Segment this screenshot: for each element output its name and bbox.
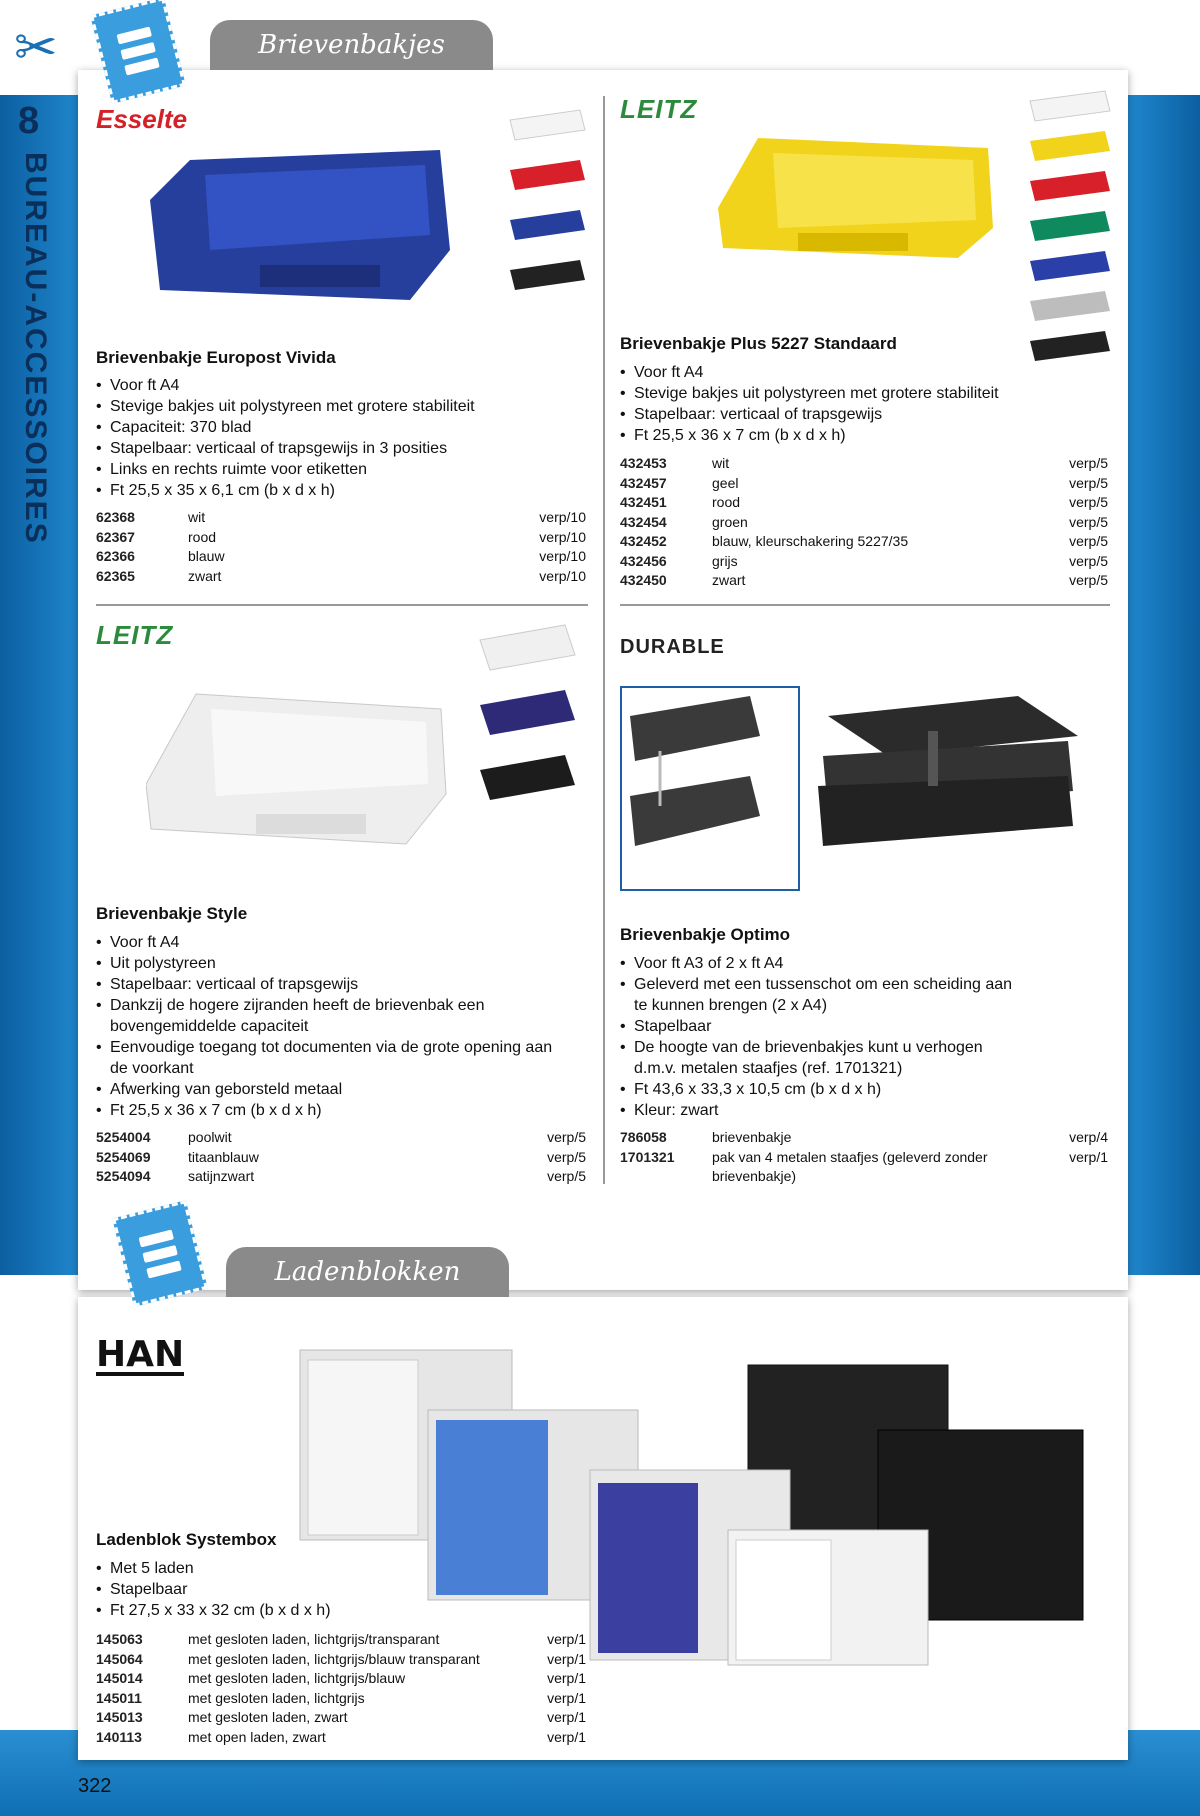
durable-logo: DURABLE bbox=[620, 636, 725, 658]
article-pack: verp/5 bbox=[547, 1168, 586, 1184]
article-desc: met gesloten laden, lichtgrijs/transparant bbox=[188, 1631, 440, 1647]
article-code: 5254094 bbox=[96, 1168, 151, 1184]
table-row bbox=[620, 474, 1108, 494]
feature-list bbox=[620, 953, 1020, 1121]
feature-item: • De hoogte van de brievenbakjes kunt u verhogen d.m.v. metalen staafjes (ref. 1701321) bbox=[620, 1037, 1020, 1079]
feature-list bbox=[96, 932, 566, 1121]
article-desc: geel bbox=[712, 474, 739, 491]
swatch-black bbox=[510, 260, 585, 290]
feature-item: • Ft 43,6 x 33,3 x 10,5 cm (b x d x h) bbox=[620, 1079, 1020, 1100]
feature-item: • Links en rechts ruimte voor etiketten bbox=[96, 459, 576, 480]
article-pack: verp/10 bbox=[539, 567, 586, 584]
feature-item: • Stapelbaar bbox=[620, 1016, 1020, 1037]
table-row bbox=[96, 1708, 586, 1728]
product-title: Brievenbakje Optimo bbox=[620, 925, 791, 944]
feature-item: • Voor ft A4 bbox=[96, 375, 576, 396]
article-pack: verp/5 bbox=[1069, 474, 1108, 491]
feature-item: • Voor ft A4 bbox=[620, 362, 1020, 383]
article-table bbox=[96, 1128, 586, 1187]
article-pack: verp/10 bbox=[539, 528, 586, 545]
scissors-icon: ✂ bbox=[14, 19, 58, 77]
article-code: 432456 bbox=[620, 552, 667, 569]
feature-item: • Stapelbaar: verticaal of trapsgewijs bbox=[96, 974, 566, 995]
feature-item: • Stevige bakjes uit polystyreen met grotere stabiliteit bbox=[96, 396, 576, 417]
article-pack: verp/10 bbox=[539, 548, 586, 564]
article-code: 62365 bbox=[96, 567, 135, 584]
article-code: 62366 bbox=[96, 548, 135, 564]
product-title: Brievenbakje Plus 5227 Standaard bbox=[620, 334, 897, 353]
table-row bbox=[96, 1148, 586, 1168]
tray-color-swatches bbox=[475, 620, 585, 810]
feature-item: • Stevige bakjes uit polystyreen met grotere stabiliteit bbox=[620, 383, 1020, 404]
feature-item: • Stapelbaar: verticaal of trapsgewijs in 3 posities bbox=[96, 438, 576, 459]
leitz-logo: LEITZ bbox=[620, 94, 698, 124]
article-code: 62368 bbox=[96, 509, 135, 525]
article-desc: met gesloten laden, lichtgrijs/blauw transparant bbox=[188, 1650, 480, 1667]
article-pack: verp/10 bbox=[539, 509, 586, 525]
optimo-detail-image bbox=[620, 686, 800, 891]
article-desc: met gesloten laden, lichtgrijs/blauw bbox=[188, 1670, 406, 1686]
han-logo: HAN bbox=[96, 1334, 185, 1375]
article-desc: poolwit bbox=[188, 1129, 232, 1145]
feature-item: • Capaciteit: 370 blad bbox=[96, 417, 576, 438]
article-desc: rood bbox=[712, 494, 741, 510]
unit-lightgrey bbox=[728, 1530, 928, 1665]
article-code: 145011 bbox=[96, 1689, 142, 1706]
article-code: 786058 bbox=[620, 1129, 667, 1145]
article-pack: verp/4 bbox=[1069, 1129, 1108, 1145]
table-row bbox=[620, 1148, 1108, 1187]
article-table bbox=[620, 454, 1108, 591]
article-pack: verp/5 bbox=[1069, 455, 1108, 471]
article-code: 1701321 bbox=[620, 1148, 675, 1165]
article-pack: verp/5 bbox=[1069, 533, 1108, 549]
article-pack: verp/1 bbox=[547, 1631, 586, 1647]
article-pack: verp/1 bbox=[547, 1709, 586, 1725]
article-desc: pak van 4 metalen staafjes (geleverd zonder brievenbakje) bbox=[712, 1148, 988, 1184]
swatch-red bbox=[510, 160, 585, 190]
yellow-letter-tray-image bbox=[718, 128, 998, 263]
feature-item: • Stapelbaar: verticaal of trapsgewijs bbox=[620, 404, 1020, 425]
article-desc: met open laden, zwart bbox=[188, 1728, 326, 1745]
table-row bbox=[96, 547, 586, 567]
esselte-logo: Esselte bbox=[96, 104, 188, 134]
article-table bbox=[96, 508, 586, 586]
row-divider bbox=[96, 604, 588, 606]
product-title: Ladenblok Systembox bbox=[96, 1530, 277, 1549]
article-desc: met gesloten laden, zwart bbox=[188, 1709, 348, 1725]
swatch-white bbox=[510, 110, 585, 140]
tray-color-swatches bbox=[1025, 86, 1115, 386]
article-code: 145064 bbox=[96, 1650, 143, 1667]
article-code: 432457 bbox=[620, 474, 667, 491]
row-divider bbox=[620, 604, 1110, 606]
article-table bbox=[96, 1630, 586, 1747]
table-row bbox=[96, 567, 586, 587]
feature-item: • Stapelbaar bbox=[96, 1579, 396, 1600]
article-code: 432453 bbox=[620, 455, 667, 471]
feature-item: • Geleverd met een tussenschot om een scheiding aan te kunnen brengen (2 x A4) bbox=[620, 974, 1020, 1016]
feature-item: • Dankzij de hogere zijranden heeft de brievenbak een bovengemiddelde capaciteit bbox=[96, 995, 566, 1037]
column-divider bbox=[603, 96, 605, 1184]
table-row bbox=[96, 1728, 586, 1748]
article-pack: verp/5 bbox=[1069, 572, 1108, 588]
feature-list bbox=[96, 1558, 396, 1621]
article-code: 5254069 bbox=[96, 1148, 151, 1165]
article-pack: verp/1 bbox=[547, 1670, 586, 1686]
article-code: 432454 bbox=[620, 513, 667, 530]
section-number: 8 bbox=[18, 100, 40, 142]
right-blue-strip bbox=[1130, 95, 1200, 1275]
article-code: 432450 bbox=[620, 572, 667, 588]
page-number: 322 bbox=[78, 1775, 112, 1797]
article-desc: grijs bbox=[712, 552, 738, 569]
article-code: 140113 bbox=[96, 1728, 142, 1745]
table-row bbox=[96, 1689, 586, 1709]
feature-item: • Ft 27,5 x 33 x 32 cm (b x d x h) bbox=[96, 1600, 396, 1621]
white-letter-tray-image bbox=[146, 684, 451, 849]
feature-item: • Voor ft A3 of 2 x ft A4 bbox=[620, 953, 1020, 974]
table-row bbox=[96, 1630, 586, 1650]
article-code: 5254004 bbox=[96, 1129, 151, 1145]
article-code: 432451 bbox=[620, 494, 667, 510]
tab-brievenbakjes: Brievenbakjes bbox=[210, 20, 493, 70]
article-desc: wit bbox=[712, 455, 730, 471]
systembox-drawer-units-image bbox=[298, 1335, 1088, 1670]
article-desc: met gesloten laden, lichtgrijs bbox=[188, 1689, 365, 1706]
article-code: 145013 bbox=[96, 1709, 143, 1725]
optimo-stacked-trays-image bbox=[818, 696, 1080, 846]
feature-list bbox=[96, 375, 576, 501]
article-desc: wit bbox=[188, 509, 206, 525]
feature-item: • Met 5 laden bbox=[96, 1558, 396, 1579]
article-desc: titaanblauw bbox=[188, 1148, 259, 1165]
article-code: 62367 bbox=[96, 528, 135, 545]
feature-item: • Ft 25,5 x 36 x 7 cm (b x d x h) bbox=[620, 425, 1020, 446]
article-desc: blauw bbox=[188, 548, 225, 564]
table-row bbox=[620, 454, 1108, 474]
article-desc: groen bbox=[712, 513, 748, 530]
table-row bbox=[620, 513, 1108, 533]
article-pack: verp/1 bbox=[547, 1689, 586, 1706]
article-pack: verp/5 bbox=[547, 1129, 586, 1145]
article-pack: verp/5 bbox=[547, 1148, 586, 1165]
table-row bbox=[96, 1669, 586, 1689]
article-desc: zwart bbox=[712, 572, 746, 588]
feature-item: • Ft 25,5 x 36 x 7 cm (b x d x h) bbox=[96, 1100, 566, 1121]
feature-item: • Voor ft A4 bbox=[96, 932, 566, 953]
article-desc: blauw, kleurschakering 5227/35 bbox=[712, 533, 909, 549]
table-row bbox=[96, 508, 586, 528]
article-desc: brievenbakje bbox=[712, 1129, 792, 1145]
leitz-logo: LEITZ bbox=[96, 620, 174, 650]
tray-color-swatches bbox=[500, 100, 590, 310]
table-row bbox=[96, 1650, 586, 1670]
table-row bbox=[96, 1167, 586, 1187]
table-row bbox=[620, 493, 1108, 513]
article-pack: verp/5 bbox=[1069, 552, 1108, 569]
article-desc: rood bbox=[188, 528, 217, 545]
article-pack: verp/1 bbox=[1069, 1148, 1108, 1165]
feature-item: • Eenvoudige toegang tot documenten via de grote opening aan de voorkant bbox=[96, 1037, 566, 1079]
product-title: Brievenbakje Style bbox=[96, 904, 248, 923]
article-code: 145014 bbox=[96, 1670, 143, 1686]
table-row bbox=[620, 532, 1108, 552]
feature-item: • Uit polystyreen bbox=[96, 953, 566, 974]
table-row bbox=[96, 1128, 586, 1148]
article-table bbox=[620, 1128, 1108, 1187]
section-label: BUREAU-ACCESSOIRES bbox=[19, 152, 52, 545]
feature-item: • Ft 25,5 x 35 x 6,1 cm (b x d x h) bbox=[96, 480, 576, 501]
table-row bbox=[620, 552, 1108, 572]
article-code: 145063 bbox=[96, 1631, 143, 1647]
article-desc: zwart bbox=[188, 567, 222, 584]
tab-ladenblokken: Ladenblokken bbox=[226, 1247, 509, 1297]
blue-letter-tray-image bbox=[150, 140, 460, 300]
feature-item: • Kleur: zwart bbox=[620, 1100, 1020, 1121]
feature-list bbox=[620, 362, 1020, 446]
article-desc: satijnzwart bbox=[188, 1168, 255, 1184]
article-pack: verp/5 bbox=[1069, 513, 1108, 530]
swatch-blue bbox=[510, 210, 585, 240]
article-pack: verp/1 bbox=[547, 1650, 586, 1667]
table-row bbox=[620, 1128, 1108, 1148]
table-row bbox=[620, 571, 1108, 591]
table-row bbox=[96, 528, 586, 548]
product-title: Brievenbakje Europost Vivida bbox=[96, 348, 336, 367]
article-pack: verp/5 bbox=[1069, 494, 1108, 510]
article-code: 432452 bbox=[620, 533, 667, 549]
article-pack: verp/1 bbox=[547, 1728, 586, 1745]
feature-item: • Afwerking van geborsteld metaal bbox=[96, 1079, 566, 1100]
